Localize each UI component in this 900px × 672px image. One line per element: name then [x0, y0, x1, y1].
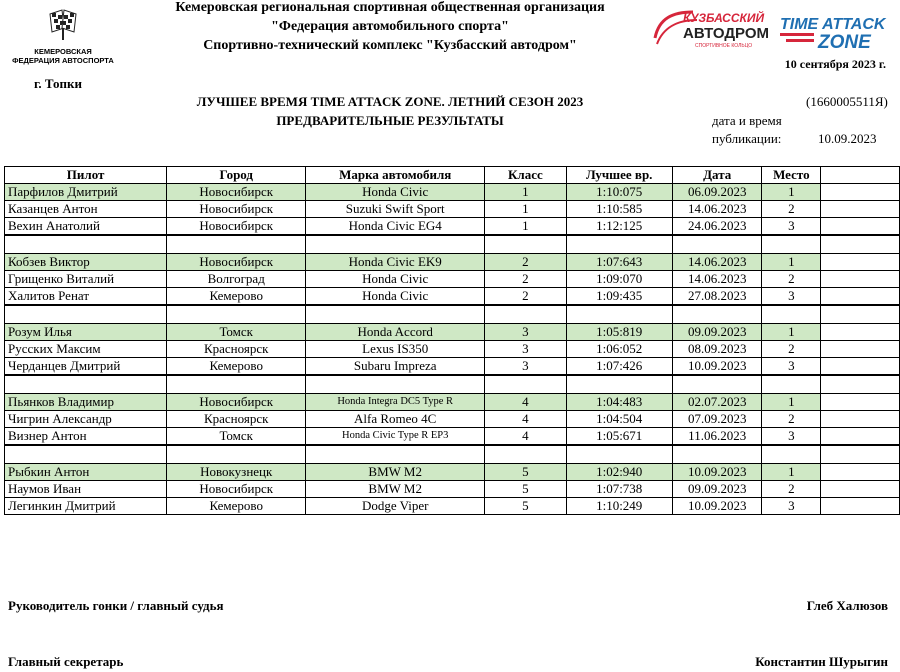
empty-cell [485, 375, 566, 394]
cell-date: 07.09.2023 [672, 411, 762, 428]
registry-code: (1660005511Я) [806, 94, 888, 109]
time-attack-zone-logo [778, 12, 896, 50]
cell-class: 2 [485, 254, 566, 271]
empty-cell [672, 305, 762, 324]
empty-cell [821, 498, 900, 515]
secretary-name: Константин Шурыгин [755, 654, 888, 669]
kuzbass-logo-graphic [653, 8, 770, 50]
empty-cell [485, 445, 566, 464]
federation-logo [8, 8, 118, 70]
cell-class: 3 [485, 358, 566, 376]
cell-class: 4 [485, 394, 566, 411]
cell-date: 06.09.2023 [672, 184, 762, 201]
cell-car: BMW M2 [306, 481, 485, 498]
cell-class: 2 [485, 288, 566, 306]
cell-best-time: 1:05:819 [566, 324, 672, 341]
city: г. Топки [34, 76, 82, 91]
org-federation: "Федерация автомобильного спорта" [271, 19, 509, 34]
cell-city: Томск [167, 428, 306, 446]
cell-car: Honda Civic EK9 [306, 254, 485, 271]
cell-best-time: 1:04:504 [566, 411, 672, 428]
cell-place: 2 [762, 411, 821, 428]
table-row [5, 481, 900, 498]
cell-car: Subaru Impreza [306, 358, 485, 376]
empty-cell [306, 305, 485, 324]
cell-date: 10.09.2023 [672, 498, 762, 515]
empty-cell [821, 305, 900, 324]
cell-best-time: 1:07:738 [566, 481, 672, 498]
cell-place: 1 [762, 254, 821, 271]
cell-date: 24.06.2023 [672, 218, 762, 236]
cell-pilot: Розум Илья [5, 324, 167, 341]
empty-cell [821, 324, 900, 341]
table-row [5, 411, 900, 428]
cell-best-time: 1:04:483 [566, 394, 672, 411]
cell-place: 3 [762, 288, 821, 306]
column-header-pilot: Пилот [5, 167, 167, 184]
empty-cell [5, 305, 167, 324]
empty-cell [821, 464, 900, 481]
cell-date: 11.06.2023 [672, 428, 762, 446]
empty-cell [821, 218, 900, 236]
cell-pilot: Легинкин Дмитрий [5, 498, 167, 515]
cell-class: 1 [485, 218, 566, 236]
table-row [5, 464, 900, 481]
cell-car: Suzuki Swift Sport [306, 201, 485, 218]
cell-best-time: 1:07:426 [566, 358, 672, 376]
empty-cell [167, 375, 306, 394]
publication-label: публикации: [712, 131, 782, 146]
kuzbass-autodrom-logo [653, 8, 770, 50]
cell-car: Honda Civic Type R EP3 [306, 428, 485, 446]
cell-pilot: Русских Максим [5, 341, 167, 358]
cell-class: 1 [485, 201, 566, 218]
table-row [5, 288, 900, 306]
column-header-best-time: Лучшее вр. [566, 167, 672, 184]
empty-cell [485, 305, 566, 324]
cell-city: Новосибирск [167, 394, 306, 411]
cell-city: Кемерово [167, 288, 306, 306]
kuz-logo-line1: КУЗБАССКИЙ [683, 11, 765, 25]
cell-car: Dodge Viper [306, 498, 485, 515]
cell-place: 2 [762, 201, 821, 218]
org-name: Кемеровская региональная спортивная общественная организация [175, 0, 605, 15]
empty-cell [5, 375, 167, 394]
cell-car: Alfa Romeo 4C [306, 411, 485, 428]
publication-label: дата и время [712, 113, 782, 128]
cell-best-time: 1:10:075 [566, 184, 672, 201]
empty-cell [821, 411, 900, 428]
cell-date: 02.07.2023 [672, 394, 762, 411]
cell-pilot: Казанцев Антон [5, 201, 167, 218]
cell-pilot: Рыбкин Антон [5, 464, 167, 481]
cell-pilot: Пьянков Владимир [5, 394, 167, 411]
empty-cell [762, 235, 821, 254]
cell-date: 14.06.2023 [672, 271, 762, 288]
column-header-city: Город [167, 167, 306, 184]
group-separator-row [5, 375, 900, 394]
table-header-row [5, 167, 900, 184]
cell-best-time: 1:06:052 [566, 341, 672, 358]
table-row [5, 498, 900, 515]
cell-city: Новокузнецк [167, 464, 306, 481]
empty-cell [167, 235, 306, 254]
empty-cell [672, 375, 762, 394]
empty-cell [167, 305, 306, 324]
cell-car: Honda Civic [306, 184, 485, 201]
checkered-flag-icon [46, 8, 80, 42]
cell-place: 3 [762, 498, 821, 515]
cell-best-time: 1:05:671 [566, 428, 672, 446]
cell-pilot: Наумов Иван [5, 481, 167, 498]
cell-place: 1 [762, 184, 821, 201]
cell-best-time: 1:02:940 [566, 464, 672, 481]
table-row [5, 271, 900, 288]
logo-text: ФЕДЕРАЦИЯ АВТОСПОРТА [12, 56, 114, 65]
column-header-class: Класс [485, 167, 566, 184]
empty-cell [306, 235, 485, 254]
empty-cell [672, 445, 762, 464]
cell-date: 14.06.2023 [672, 201, 762, 218]
cell-car: Honda Accord [306, 324, 485, 341]
cell-city: Новосибирск [167, 201, 306, 218]
cell-best-time: 1:12:125 [566, 218, 672, 236]
kuz-logo-line3: СПОРТИВНОЕ КОЛЬЦО [695, 43, 753, 49]
empty-cell [485, 235, 566, 254]
cell-class: 4 [485, 411, 566, 428]
cell-class: 3 [485, 341, 566, 358]
empty-cell [762, 305, 821, 324]
cell-date: 09.09.2023 [672, 324, 762, 341]
cell-pilot: Черданцев Дмитрий [5, 358, 167, 376]
judge-label: Руководитель гонки / главный судья [8, 598, 224, 613]
cell-place: 1 [762, 324, 821, 341]
cell-best-time: 1:07:643 [566, 254, 672, 271]
cell-class: 5 [485, 498, 566, 515]
cell-class: 1 [485, 184, 566, 201]
cell-city: Новосибирск [167, 184, 306, 201]
empty-cell [821, 288, 900, 306]
cell-city: Новосибирск [167, 254, 306, 271]
cell-pilot: Халитов Ренат [5, 288, 167, 306]
cell-place: 3 [762, 358, 821, 376]
group-separator-row [5, 305, 900, 324]
cell-city: Томск [167, 324, 306, 341]
empty-cell [306, 375, 485, 394]
empty-cell [566, 305, 672, 324]
cell-place: 2 [762, 271, 821, 288]
cell-date: 27.08.2023 [672, 288, 762, 306]
cell-best-time: 1:10:249 [566, 498, 672, 515]
cell-place: 2 [762, 341, 821, 358]
column-header-car: Марка автомобиля [306, 167, 485, 184]
cell-pilot: Чигрин Александр [5, 411, 167, 428]
empty-cell [821, 235, 900, 254]
cell-pilot: Парфилов Дмитрий [5, 184, 167, 201]
publication-date: 10.09.2023 [818, 131, 877, 146]
empty-cell [566, 445, 672, 464]
cell-city: Волгоград [167, 271, 306, 288]
group-separator-row [5, 235, 900, 254]
empty-cell [821, 358, 900, 376]
cell-city: Новосибирск [167, 218, 306, 236]
table-row [5, 201, 900, 218]
page-title: ЛУЧШЕЕ ВРЕМЯ TIME ATTACK ZONE. ЛЕТНИЙ СЕЗОН 2023 [196, 94, 584, 109]
cell-class: 5 [485, 464, 566, 481]
empty-cell [762, 375, 821, 394]
table-row [5, 184, 900, 201]
cell-date: 10.09.2023 [672, 358, 762, 376]
empty-cell [672, 235, 762, 254]
cell-date: 10.09.2023 [672, 464, 762, 481]
empty-cell [821, 341, 900, 358]
taz-logo-line2: ZONE [818, 32, 871, 50]
empty-cell [821, 481, 900, 498]
cell-place: 1 [762, 394, 821, 411]
cell-pilot: Визнер Антон [5, 428, 167, 446]
empty-cell [762, 445, 821, 464]
empty-cell [167, 445, 306, 464]
empty-cell [566, 375, 672, 394]
cell-best-time: 1:09:070 [566, 271, 672, 288]
cell-car: Honda Civic EG4 [306, 218, 485, 236]
table-row [5, 341, 900, 358]
org-complex: Спортивно-технический комплекс "Кузбасский автодром" [203, 38, 577, 53]
cell-city: Красноярск [167, 411, 306, 428]
cell-place: 1 [762, 464, 821, 481]
cell-best-time: 1:09:435 [566, 288, 672, 306]
cell-class: 2 [485, 271, 566, 288]
cell-pilot: Вехин Анатолий [5, 218, 167, 236]
table-row [5, 394, 900, 411]
empty-cell [821, 375, 900, 394]
page-subtitle: ПРЕДВАРИТЕЛЬНЫЕ РЕЗУЛЬТАТЫ [276, 113, 504, 128]
cell-city: Кемерово [167, 358, 306, 376]
logo-text: КЕМЕРОВСКАЯ [34, 47, 92, 56]
empty-cell [821, 201, 900, 218]
empty-cell [821, 428, 900, 446]
cell-pilot: Грищенко Виталий [5, 271, 167, 288]
column-header-date: Дата [672, 167, 762, 184]
column-header-place: Место [762, 167, 821, 184]
empty-cell [821, 271, 900, 288]
cell-date: 14.06.2023 [672, 254, 762, 271]
empty-cell [5, 445, 167, 464]
group-separator-row [5, 445, 900, 464]
judge-name: Глеб Халюзов [806, 598, 888, 613]
empty-cell [821, 445, 900, 464]
empty-cell [566, 235, 672, 254]
cell-car: Lexus IS350 [306, 341, 485, 358]
cell-best-time: 1:10:585 [566, 201, 672, 218]
cell-class: 3 [485, 324, 566, 341]
cell-city: Кемерово [167, 498, 306, 515]
cell-car: BMW M2 [306, 464, 485, 481]
cell-car: Honda Civic [306, 288, 485, 306]
cell-class: 4 [485, 428, 566, 446]
secretary-label: Главный секретарь [8, 654, 124, 669]
kuz-logo-line2: АВТОДРОМ [683, 25, 770, 42]
column-header-blank [821, 167, 900, 184]
cell-date: 09.09.2023 [672, 481, 762, 498]
table-row [5, 254, 900, 271]
results-table [4, 166, 900, 515]
cell-place: 3 [762, 428, 821, 446]
empty-cell [821, 184, 900, 201]
empty-cell [5, 235, 167, 254]
table-row [5, 358, 900, 376]
table-row [5, 324, 900, 341]
cell-pilot: Кобзев Виктор [5, 254, 167, 271]
cell-city: Красноярск [167, 341, 306, 358]
cell-class: 5 [485, 481, 566, 498]
taz-logo-graphic [778, 12, 896, 50]
table-row [5, 428, 900, 446]
table-row [5, 218, 900, 236]
document-date: 10 сентября 2023 г. [784, 57, 886, 71]
cell-place: 3 [762, 218, 821, 236]
empty-cell [306, 445, 485, 464]
taz-logo-line1: TIME ATTACK [780, 16, 886, 33]
empty-cell [821, 394, 900, 411]
cell-date: 08.09.2023 [672, 341, 762, 358]
cell-place: 2 [762, 481, 821, 498]
empty-cell [821, 254, 900, 271]
cell-car: Honda Integra DC5 Type R [306, 394, 485, 411]
cell-car: Honda Civic [306, 271, 485, 288]
cell-city: Новосибирск [167, 481, 306, 498]
